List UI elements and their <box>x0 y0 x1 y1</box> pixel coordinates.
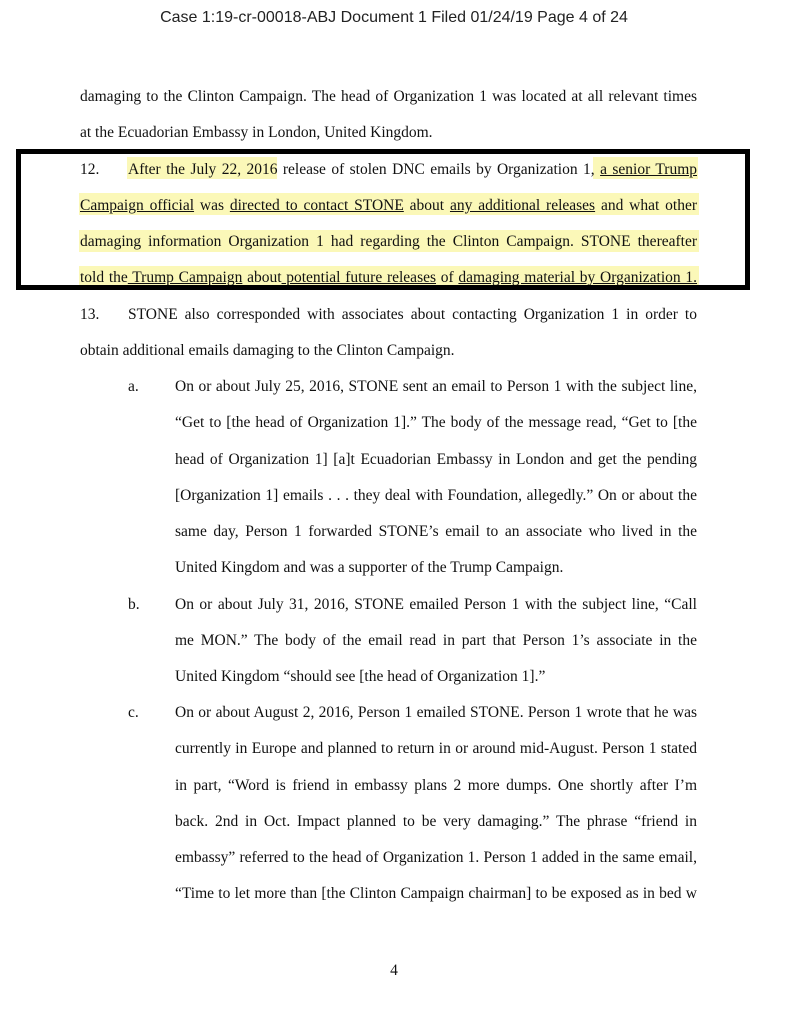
paragraph-number: 12. <box>80 161 100 178</box>
body-text: and what other <box>595 197 698 214</box>
intro-line-1: damaging to the Clinton Campaign. The head of Organization 1 was located at all relevant times <box>80 88 697 105</box>
emphasis-box <box>16 149 750 290</box>
subparagraph-b-line: United Kingdom “should see [the head of Organization 1].” <box>175 668 546 685</box>
subparagraph-c-line: “Time to let more than [the Clinton Campaign chairman] to be exposed as in bed w <box>175 885 697 902</box>
subparagraph-c-line: in part, “Word is friend in embassy plans 2 more dumps. One shortly after I’m <box>175 777 697 794</box>
body-text: told the <box>80 269 128 286</box>
subparagraph-a-line: “Get to [the head of Organization 1].” The body of the message read, “Get to [the <box>175 414 697 431</box>
body-text: of <box>436 269 459 286</box>
highlighted-text: any additional releases <box>449 197 596 214</box>
body-text: about <box>242 269 282 286</box>
paragraph-number: 13. <box>80 306 100 323</box>
body-text: was <box>194 197 230 214</box>
subparagraph-c-line: On or about August 2, 2016, Person 1 emailed STONE. Person 1 wrote that he was <box>175 704 697 721</box>
subparagraph-a-line: [Organization 1] emails . . . they deal with Foundation, allegedly.” On or about the <box>175 487 697 504</box>
subparagraph-letter: c. <box>128 704 139 721</box>
subparagraph-b-line: On or about July 31, 2016, STONE emailed Person 1 with the subject line, “Call <box>175 596 697 613</box>
highlighted-text: damaging material by Organization 1. <box>458 269 697 286</box>
highlighted-text: Trump Campaign <box>127 269 243 286</box>
body-text: release of stolen DNC emails by Organization 1, <box>277 161 601 178</box>
subparagraph-a-line: On or about July 25, 2016, STONE sent an email to Person 1 with the subject line, <box>175 378 697 395</box>
page-number: 4 <box>390 962 398 979</box>
body-text: about <box>403 197 450 214</box>
paragraph-13-line-2: obtain additional emails damaging to the Clinton Campaign. <box>80 342 455 359</box>
highlighted-text: Campaign official <box>80 197 195 214</box>
subparagraph-a-line: head of Organization 1] [a]t Ecuadorian Embassy in London and get the pending <box>175 451 697 468</box>
subparagraph-b-line: me MON.” The body of the email read in part that Person 1’s associate in the <box>175 632 697 649</box>
paragraph-12-line-3: damaging information Organization 1 had regarding the Clinton Campaign. STONE thereafter <box>80 233 697 250</box>
subparagraph-c-line: currently in Europe and planned to return in or around mid-August. Person 1 stated <box>175 740 697 757</box>
subparagraph-c-line: embassy” referred to the head of Organization 1. Person 1 added in the same email, <box>175 849 697 866</box>
highlighted-text: a senior Trump <box>600 161 697 178</box>
paragraph-13-line-1: STONE also corresponded with associates about contacting Organization 1 in order to <box>128 306 697 323</box>
subparagraph-c-line: back. 2nd in Oct. Impact planned to be very damaging.” The phrase “friend in <box>175 813 697 830</box>
subparagraph-letter: a. <box>128 378 139 395</box>
subparagraph-letter: b. <box>128 596 140 613</box>
page-header: Case 1:19-cr-00018-ABJ Document 1 Filed 01/24/19 Page 4 of 24 <box>160 9 628 26</box>
highlighted-text: After the July 22, 2016 <box>128 161 278 178</box>
intro-line-2: at the Ecuadorian Embassy in London, United Kingdom. <box>80 124 433 141</box>
subparagraph-a-line: United Kingdom and was a supporter of the Trump Campaign. <box>175 559 564 576</box>
highlighted-text: potential future releases <box>281 269 437 286</box>
subparagraph-a-line: same day, Person 1 forwarded STONE’s email to an associate who lived in the <box>175 523 697 540</box>
highlighted-text: directed to contact STONE <box>229 197 404 214</box>
